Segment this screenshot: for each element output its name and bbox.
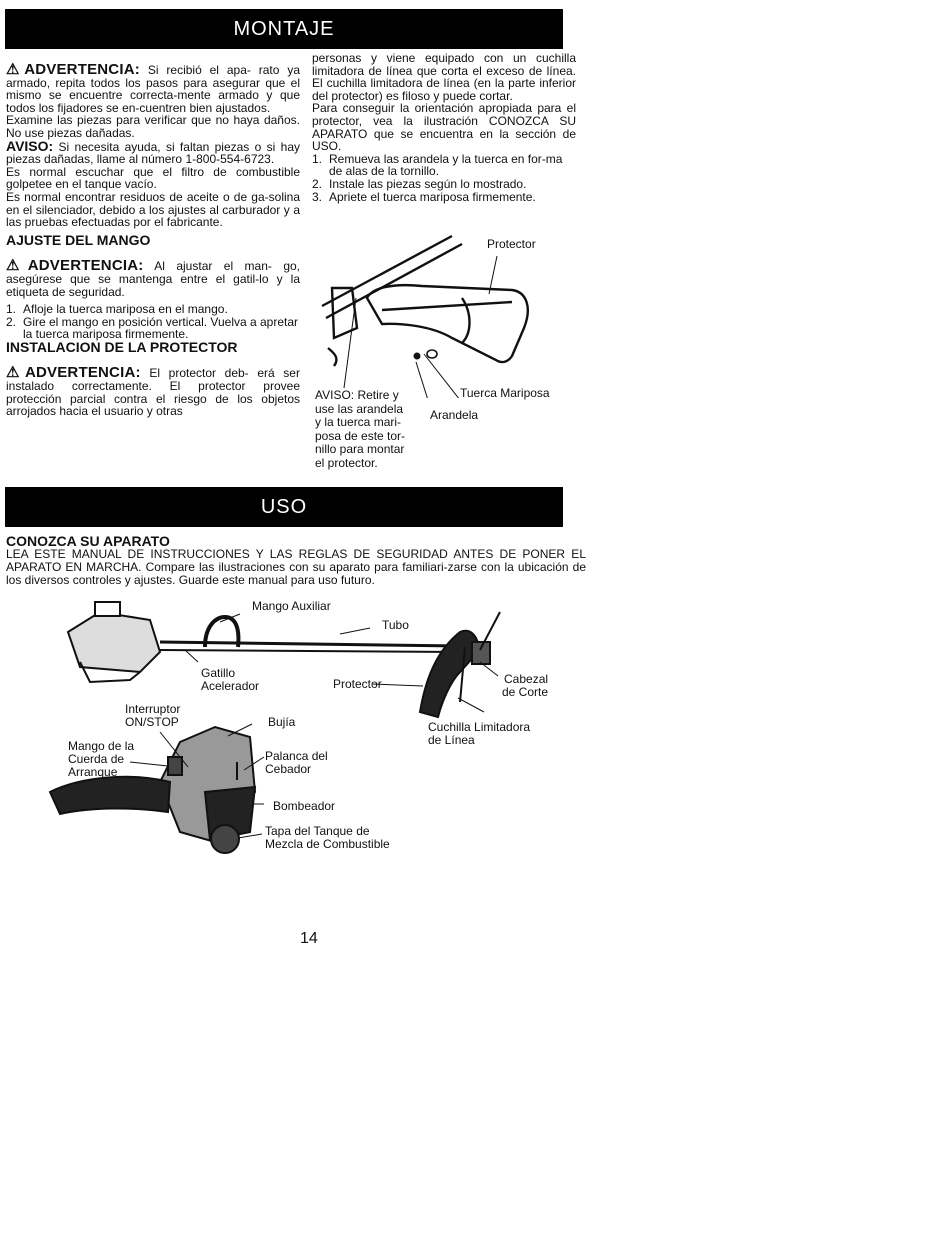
mango-steps [6, 303, 300, 341]
label-protector: Protector [487, 237, 536, 251]
montaje-banner [5, 9, 563, 49]
warning-paragraph-3: ⚠ADVERTENCIA: El protector deb- erá ser instalado correctamente. El protector provee protección parcial contra el riesgo de los objetos arrojados hacia el usuario y otras [6, 364, 300, 419]
uso-intro: LEA ESTE MANUAL DE INSTRUCCIONES Y LAS REGLAS DE SEGURIDAD ANTES DE PONER EL APARATO EN MARCHA. Compare las ilustraciones con su aparato para familiari-zarse con la ubicación de los diversos controles y ajustes. Guarde este manual para uso futuro. [6, 546, 586, 587]
normal-text-2: Es normal encontrar residuos de aceite o de ga-solina en el silenciador, debido a los ajustes al carburador y a las pruebas efectuadas por el fabricante. [6, 189, 300, 230]
uso-section [6, 535, 586, 587]
aviso-figure-note: AVISO: Retire y use las arandela y la tuerca mari- posa de este tor- nillo para montar el protector. [315, 388, 406, 470]
label-interruptor: Interruptor ON/STOP [125, 702, 181, 729]
mango-step: 1. Afloje la tuerca mariposa en el mango. [6, 302, 228, 317]
label-protector-uso: Protector [333, 677, 382, 691]
aviso-paragraph: AVISO: Si necesita ayuda, si faltan piezas o si hay piezas dañadas, llame al número 1-800-554-6723. [6, 137, 300, 167]
label-cabezal-de-corte: Cabezal de Corte [502, 672, 549, 699]
warning-triangle-icon: ⚠ [6, 61, 25, 78]
warning-paragraph-1: ⚠ADVERTENCIA: Si recibió el apa- rato ya armado, repita todos los pasos para asegurar que el mismo se encuentre correcta-mente armado y que todos los fijadores se en-cuentren bien ajustados. [6, 61, 300, 115]
right-paragraph-1: personas y viene equipado con un cuchilla limitadora de línea que corta el exceso de línea. El cuchilla limitadora de línea (en la parte inferior del protector) es filoso y puede cortar. [312, 51, 576, 103]
label-tapa-tanque: Tapa del Tanque de Mezcla de Combustible [265, 824, 390, 851]
normal-text-1: Es normal escuchar que el filtro de combustible golpetee en el tanque vacío. [6, 164, 300, 192]
mango-heading: AJUSTE DEL MANGO [6, 231, 151, 248]
protector-step: 3. Apriete el tuerca mariposa firmemente. [312, 189, 536, 204]
warning-label-1: ⚠ADVERTENCIA: [6, 61, 140, 78]
warning-label-3: ⚠ADVERTENCIA: [6, 364, 141, 382]
label-bombeador: Bombeador [273, 799, 336, 813]
warning-label-2: ⚠ADVERTENCIA: [6, 257, 144, 275]
warning-triangle-icon: ⚠ [6, 364, 25, 382]
examine-text: Examine las piezas para verificar que no haya daños. No use piezas dañadas. [6, 113, 300, 140]
warning-triangle-icon: ⚠ [6, 257, 28, 275]
montaje-title: MONTAJE [233, 18, 335, 40]
page-number: 14 [300, 930, 318, 947]
uso-title: USO [260, 496, 308, 518]
label-arandela: Arandela [430, 408, 479, 422]
protector-step: 1. Remueva las arandela y la tuerca en for-ma de alas de la tornillo. [312, 151, 563, 179]
protector-steps [312, 153, 576, 203]
uso-banner [5, 487, 563, 527]
montaje-left-column [6, 61, 300, 419]
protector-heading: INSTALACION DE LA PROTECTOR [6, 338, 238, 355]
uso-heading: CONOZCA SU APARATO [6, 533, 170, 549]
right-paragraph-2: Para conseguir la orientación apropiada para el protector, vea la ilustración CONOZCA SU APARATO que se encuentra en la sección de USO. [312, 101, 576, 154]
label-tuerca-mariposa: Tuerca Mariposa [460, 386, 550, 400]
label-bujia: Bujía [268, 715, 296, 729]
protector-step: 2. Instale las piezas según lo mostrado. [312, 176, 527, 191]
protector-figure [312, 228, 582, 398]
label-gatillo-acelerador: Gatillo Acelerador [201, 666, 260, 693]
warning-paragraph-2: ⚠ADVERTENCIA: Al ajustar el man- go, asegúrese que se mantenga entre el gatil-lo y la etiqueta de seguridad. [6, 257, 300, 299]
mango-step: 2. Gire el mango en posición vertical. Vuelva a apretar la tuerca mariposa firmemente. [6, 314, 299, 342]
aviso-label: AVISO: [6, 137, 54, 154]
label-cuchilla-limitadora: Cuchilla Limitadora de Línea [428, 720, 531, 747]
label-mango-auxiliar: Mango Auxiliar [252, 599, 331, 613]
label-palanca-cebador: Palanca del Cebador [265, 749, 328, 776]
montaje-right-column [312, 52, 576, 203]
label-mango-cuerda: Mango de la Cuerda de Arranque [68, 739, 135, 779]
label-tubo: Tubo [382, 618, 409, 632]
